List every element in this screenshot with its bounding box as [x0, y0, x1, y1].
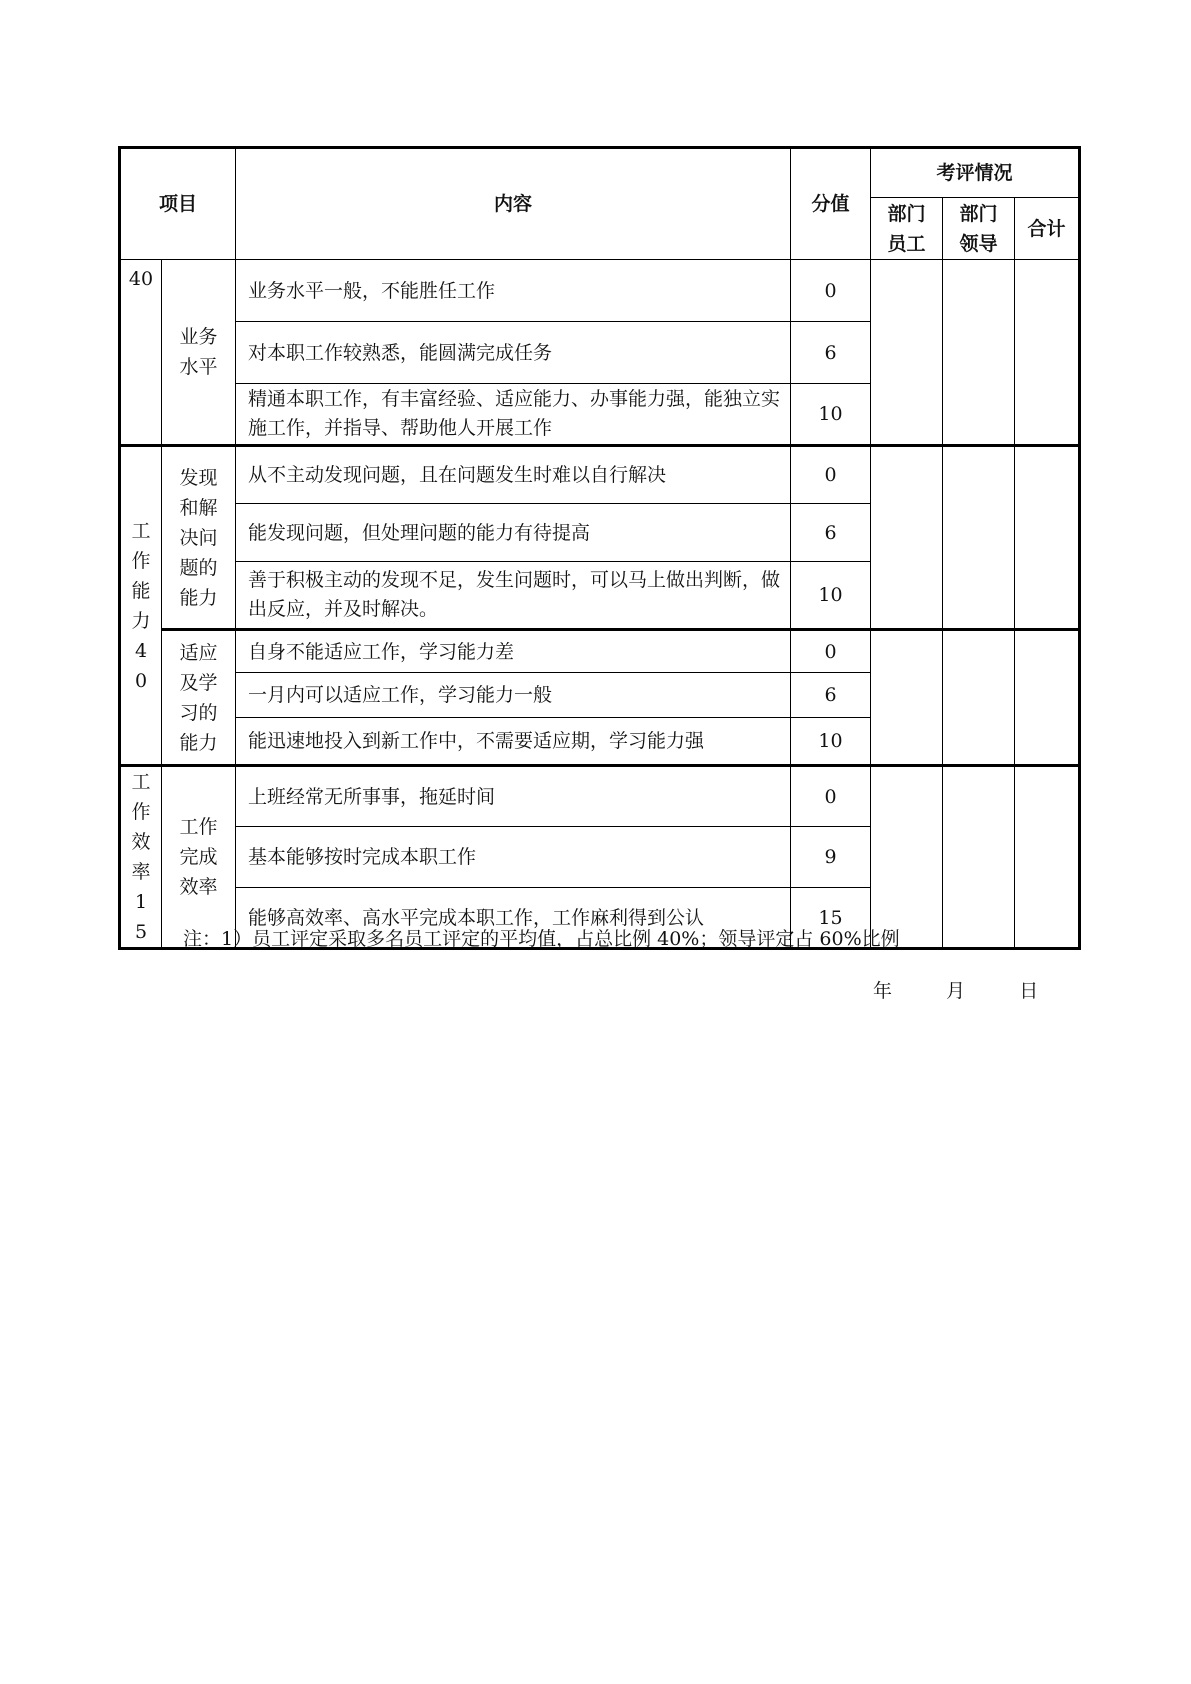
total-cell[interactable]: [1015, 630, 1080, 766]
category-work-ability: 工作能力40: [120, 446, 162, 766]
header-total: 合计: [1015, 198, 1080, 260]
sub-adaptability: 适应及学习的能力: [162, 630, 236, 766]
content-cell: 对本职工作较熟悉，能圆满完成任务: [236, 322, 791, 384]
dept-leader-cell[interactable]: [943, 630, 1015, 766]
score-cell: 0: [791, 260, 871, 322]
score-cell: 0: [791, 630, 871, 673]
footnote: 注：1）员工评定采取多名员工评定的平均值，占总比例 40%；领导评定占 60%比例: [183, 928, 900, 950]
header-dept-leader: 部门领导: [943, 198, 1015, 260]
date-line: [873, 976, 1038, 1006]
score-cell: 15: [791, 888, 871, 949]
content-cell: 一月内可以适应工作，学习能力一般: [236, 673, 791, 718]
header-item: 项目: [120, 148, 236, 260]
score-cell: 0: [791, 766, 871, 827]
category-business: 40: [120, 260, 162, 446]
dept-leader-cell[interactable]: [943, 260, 1015, 446]
score-cell: 6: [791, 322, 871, 384]
score-cell: 10: [791, 718, 871, 766]
content-cell: 能迅速地投入到新工作中，不需要适应期，学习能力强: [236, 718, 791, 766]
dept-staff-cell[interactable]: [871, 766, 943, 949]
total-cell[interactable]: [1015, 766, 1080, 949]
score-cell: 6: [791, 673, 871, 718]
score-cell: 10: [791, 562, 871, 630]
content-cell: 从不主动发现问题，且在问题发生时难以自行解决: [236, 446, 791, 504]
dept-staff-cell[interactable]: [871, 260, 943, 446]
category-efficiency: 工作效率15: [120, 766, 162, 949]
dept-leader-cell[interactable]: [943, 766, 1015, 949]
header-evaluation: 考评情况: [871, 148, 1080, 198]
date-year-label: 年: [873, 980, 893, 1002]
sub-problem-solving: 发现和解决问题的能力: [162, 446, 236, 630]
content-cell: 能够高效率、高水平完成本职工作，工作麻利得到公认: [236, 888, 791, 949]
dept-leader-cell[interactable]: [943, 446, 1015, 630]
score-cell: 0: [791, 446, 871, 504]
score-cell: 10: [791, 384, 871, 446]
content-cell: 业务水平一般，不能胜任工作: [236, 260, 791, 322]
date-day-label: 日: [1019, 980, 1039, 1002]
evaluation-table: [118, 146, 1081, 950]
total-cell[interactable]: [1015, 446, 1080, 630]
sub-efficiency: 工作完成效率: [162, 766, 236, 949]
header-content: 内容: [236, 148, 791, 260]
sub-business-level: 业务水平: [162, 260, 236, 446]
content-cell: 精通本职工作，有丰富经验、适应能力、办事能力强，能独立实施工作，并指导、帮助他人开展工作: [236, 384, 791, 446]
score-cell: 6: [791, 504, 871, 562]
dept-staff-cell[interactable]: [871, 630, 943, 766]
header-dept-staff: 部门员工: [871, 198, 943, 260]
total-cell[interactable]: [1015, 260, 1080, 446]
dept-staff-cell[interactable]: [871, 446, 943, 630]
content-cell: 基本能够按时完成本职工作: [236, 827, 791, 888]
score-cell: 9: [791, 827, 871, 888]
content-cell: 善于积极主动的发现不足，发生问题时，可以马上做出判断，做出反应，并及时解决。: [236, 562, 791, 630]
header-score: 分值: [791, 148, 871, 260]
content-cell: 能发现问题，但处理问题的能力有待提高: [236, 504, 791, 562]
content-cell: 自身不能适应工作，学习能力差: [236, 630, 791, 673]
date-month-label: 月: [946, 980, 966, 1002]
content-cell: 上班经常无所事事，拖延时间: [236, 766, 791, 827]
